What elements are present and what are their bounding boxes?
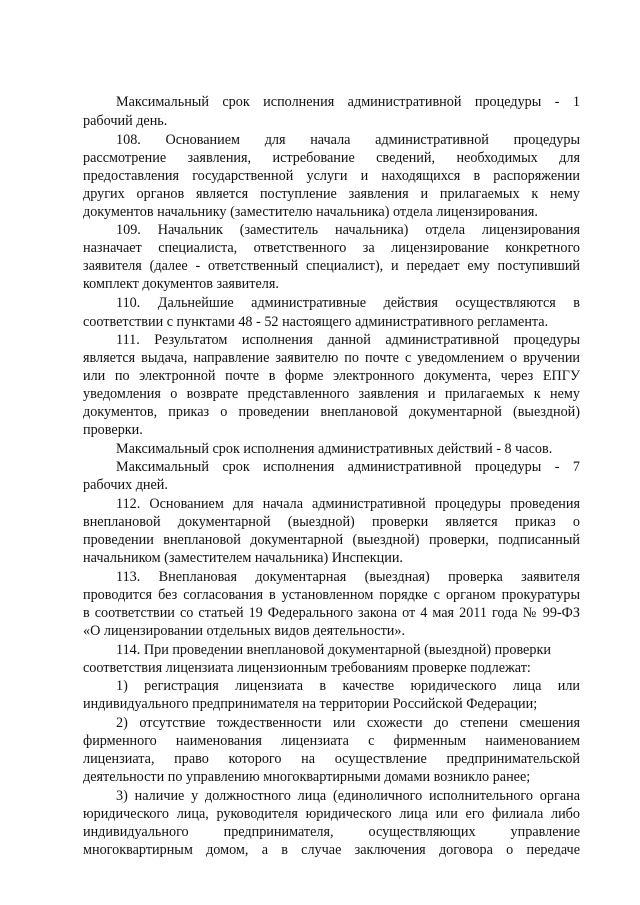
- text-line: проверки.: [83, 422, 143, 438]
- text-line: 113. Внеплановая документарная (выездная) проверка заявителя: [116, 569, 580, 585]
- text-line: 1) регистрация лицензиата в качестве юридического лица или: [116, 678, 580, 694]
- text-line: является выдача, направление заявителю по почте с уведомлением о вручении: [83, 350, 580, 366]
- text-line: 3) наличие у должностного лица (единоличного исполнительного органа: [116, 788, 580, 804]
- text-line: назначает специалиста, ответственного за лицензирование конкретного: [83, 240, 580, 256]
- text-line: внеплановой документарной (выездной) проверки является приказ о: [83, 514, 580, 530]
- text-line: 110. Дальнейшие административные действия осуществляются в: [116, 295, 580, 311]
- text-line: Максимальный срок исполнения административных действий - 8 часов.: [116, 441, 553, 457]
- text-line: многоквартирным домом, а в случае заключения договора о передаче: [83, 842, 580, 858]
- text-line: 108. Основанием для начала административной процедуры: [116, 132, 580, 148]
- text-line: или по электронной почте в форме электронного документа, через ЕПГУ: [83, 368, 580, 384]
- text-line: деятельности по управлению многоквартирными домами возникло ранее;: [83, 769, 531, 785]
- text-line: «О лицензировании отдельных видов деятельности».: [83, 623, 406, 639]
- text-line: проводится без согласования в установленном порядке с органом прокуратуры: [83, 587, 580, 603]
- text-line: предоставления государственной услуги и находящихся в распоряжении: [83, 168, 580, 184]
- text-line: документов начальнику (заместителю начальника) отдела лицензирования.: [83, 204, 538, 220]
- text-line: уведомления о возврате представленного заявления и прилагаемых к нему: [83, 386, 580, 402]
- text-line: 109. Начальник (заместитель начальника) отдела лицензирования: [116, 222, 580, 238]
- text-line: 111. Результатом исполнения данной административной процедуры: [116, 332, 580, 348]
- text-line: соответствии с пунктами 48 - 52 настоящего административного регламента.: [83, 314, 549, 330]
- text-line: рабочих дней.: [83, 477, 168, 493]
- text-line: других органов является поступление заявления и прилагаемых к нему: [83, 186, 580, 202]
- text-line: соответствия лицензиата лицензионным требованиям проверке подлежат:: [83, 660, 531, 676]
- text-line: заявителя (далее - ответственный специалист), и передает ему поступивший: [83, 258, 580, 274]
- text-line: документов, приказ о проведении внеплановой документарной (выездной): [83, 404, 580, 420]
- text-line: 2) отсутствие тождественности или схожести до степени смешения: [116, 715, 580, 731]
- text-line: юридического лица, руководителя юридического лица или его филиала либо: [83, 806, 580, 822]
- text-line: начальником (заместителем начальника) Инспекции.: [83, 550, 403, 566]
- text-line: лицензиата, право которого на осуществление предпринимательской: [83, 751, 580, 767]
- text-line: индивидуального предпринимателя, осуществляющих управление: [83, 824, 580, 840]
- text-line: проведении внеплановой документарной (выездной) проверки, подписанный: [83, 532, 580, 548]
- text-line: в соответствии со статьей 19 Федерального закона от 4 мая 2011 года № 99-ФЗ: [83, 605, 580, 621]
- text-line: Максимальный срок исполнения административной процедуры - 1: [116, 94, 580, 110]
- text-line: рассмотрение заявления, истребование сведений, необходимых для: [83, 150, 580, 166]
- text-line: 112. Основанием для начала административной процедуры проведения: [116, 496, 580, 512]
- text-line: 114. При проведении внеплановой документарной (выездной) проверки: [116, 642, 551, 658]
- text-line: фирменного наименования лицензиата с фирменным наименованием: [83, 733, 580, 749]
- text-line: рабочий день.: [83, 113, 168, 129]
- text-line: индивидуального предпринимателя на территории Российской Федерации;: [83, 696, 538, 712]
- text-line: Максимальный срок исполнения административной процедуры - 7: [116, 459, 580, 475]
- text-line: комплект документов заявителя.: [83, 276, 279, 292]
